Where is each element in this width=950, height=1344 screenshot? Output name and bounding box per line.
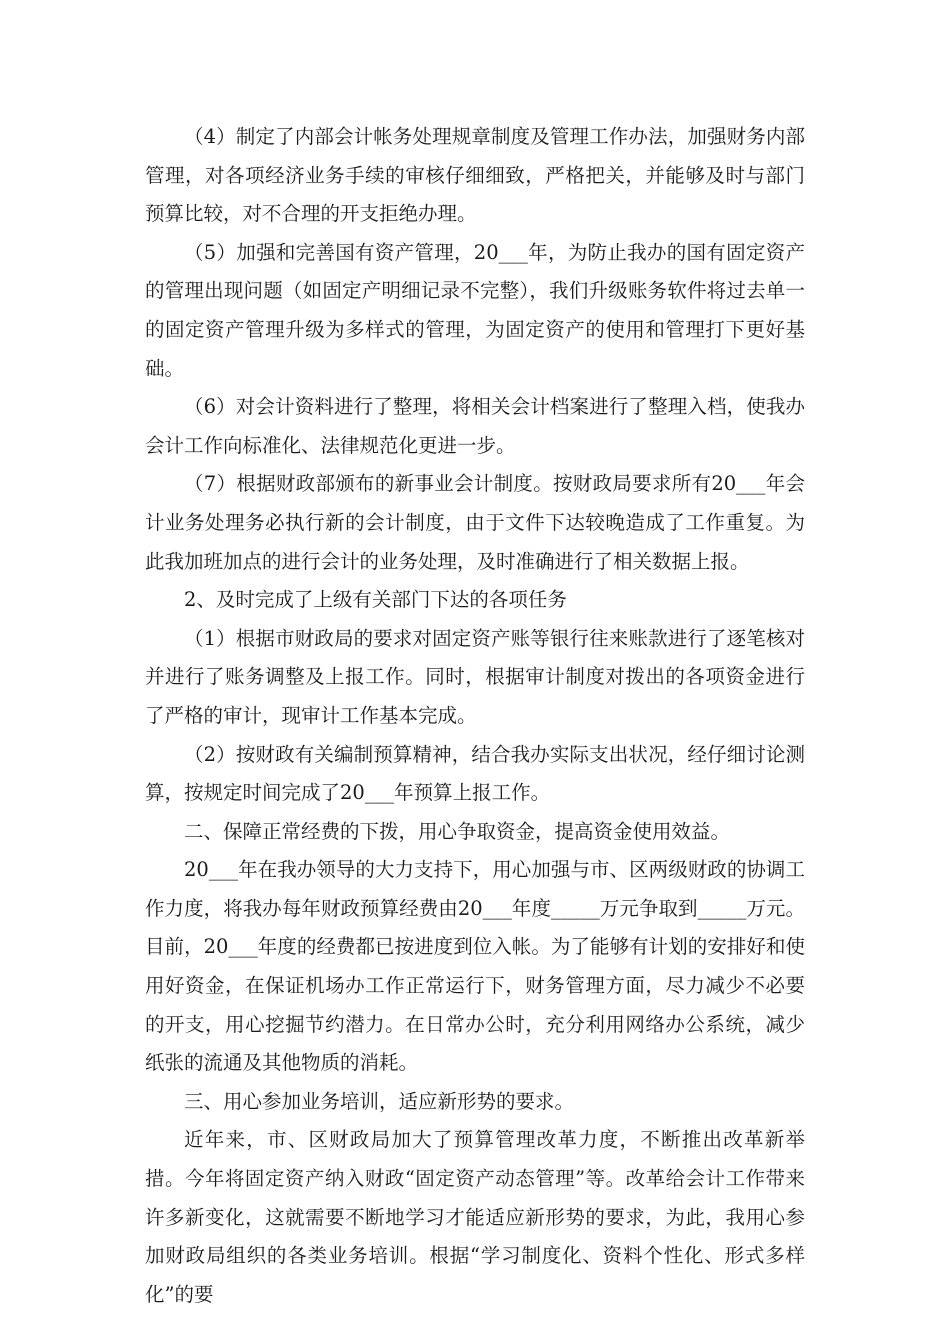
section-heading-tasks: 2、及时完成了上级有关部门下达的各项任务 <box>184 588 567 612</box>
paragraph-task-1: （1）根据市财政局的要求对固定资产账等银行往来账款进行了逐笔核对并进行了账务调整及上报工作。同时，根据审计制度对拨出的各项资金进行了严格的审计，现审计工作基本完成。 <box>145 626 805 727</box>
paragraph-task-2: （2）按财政有关编制预算精神，结合我办实际支出状况，经仔细讨论测算，按规定时间完成了20___年预算上报工作。 <box>145 742 805 805</box>
paragraph-item-5: （5）加强和完善国有资产管理，20___年，为防止我办的国有固定资产的管理出现问题（如固定产明细记录不完整），我们升级账务软件将过去单一的固定资产管理升级为多样式的管理，为固定资产的使用和管理打下更好基础。 <box>145 240 805 380</box>
paragraph-funding: 20___年在我办领导的大力支持下，用心加强与市、区两级财政的协调工作力度，将我办每年财政预算经费由20___年度_____万元争取到_____万元。目前，20___年度的经费都已按进度到位入帐。为了能够有计划的安排好和使用好资金，在保证机场办工作正常运行下，财务管理方面，尽力减少不必要的开支，用心挖掘节约潜力。在日常办公时，充分利用网络办公系统，减少纸张的流通及其他物质的消耗。 <box>145 858 805 1075</box>
paragraph-item-6: （6）对会计资料进行了整理，将相关会计档案进行了整理入档，使我办会计工作向标准化、法律规范化更进一步。 <box>145 395 805 457</box>
paragraph-item-7: （7）根据财政部颁布的新事业会计制度。按财政局要求所有20___年会计业务处理务必执行新的会计制度，由于文件下达较晚造成了工作重复。为此我加班加点的进行会计的业务处理，及时准确进行了相关数据上报。 <box>145 472 805 573</box>
paragraph-item-4: （4）制定了内部会计帐务处理规章制度及管理工作办法，加强财务内部管理，对各项经济业务手续的审核仔细细致，严格把关，并能够及时与部门预算比较，对不合理的开支拒绝办理。 <box>145 125 805 226</box>
section-heading-funding: 二、保障正常经费的下拨，用心争取资金，提高资金使用效益。 <box>184 819 731 843</box>
section-heading-training: 三、用心参加业务培训，适应新形势的要求。 <box>184 1089 575 1113</box>
paragraph-training: 近年来，市、区财政局加大了预算管理改革力度，不断推出改革新举措。今年将固定资产纳入财政“固定资产动态管理”等。改革给会计工作带来许多新变化，这就需要不断地学习才能适应新形势的要求，为此，我用心参加财政局组织的各类业务培训。根据“学习制度化、资料个性化、形式多样化”的要 <box>145 1128 805 1306</box>
document-body <box>145 118 805 1314</box>
